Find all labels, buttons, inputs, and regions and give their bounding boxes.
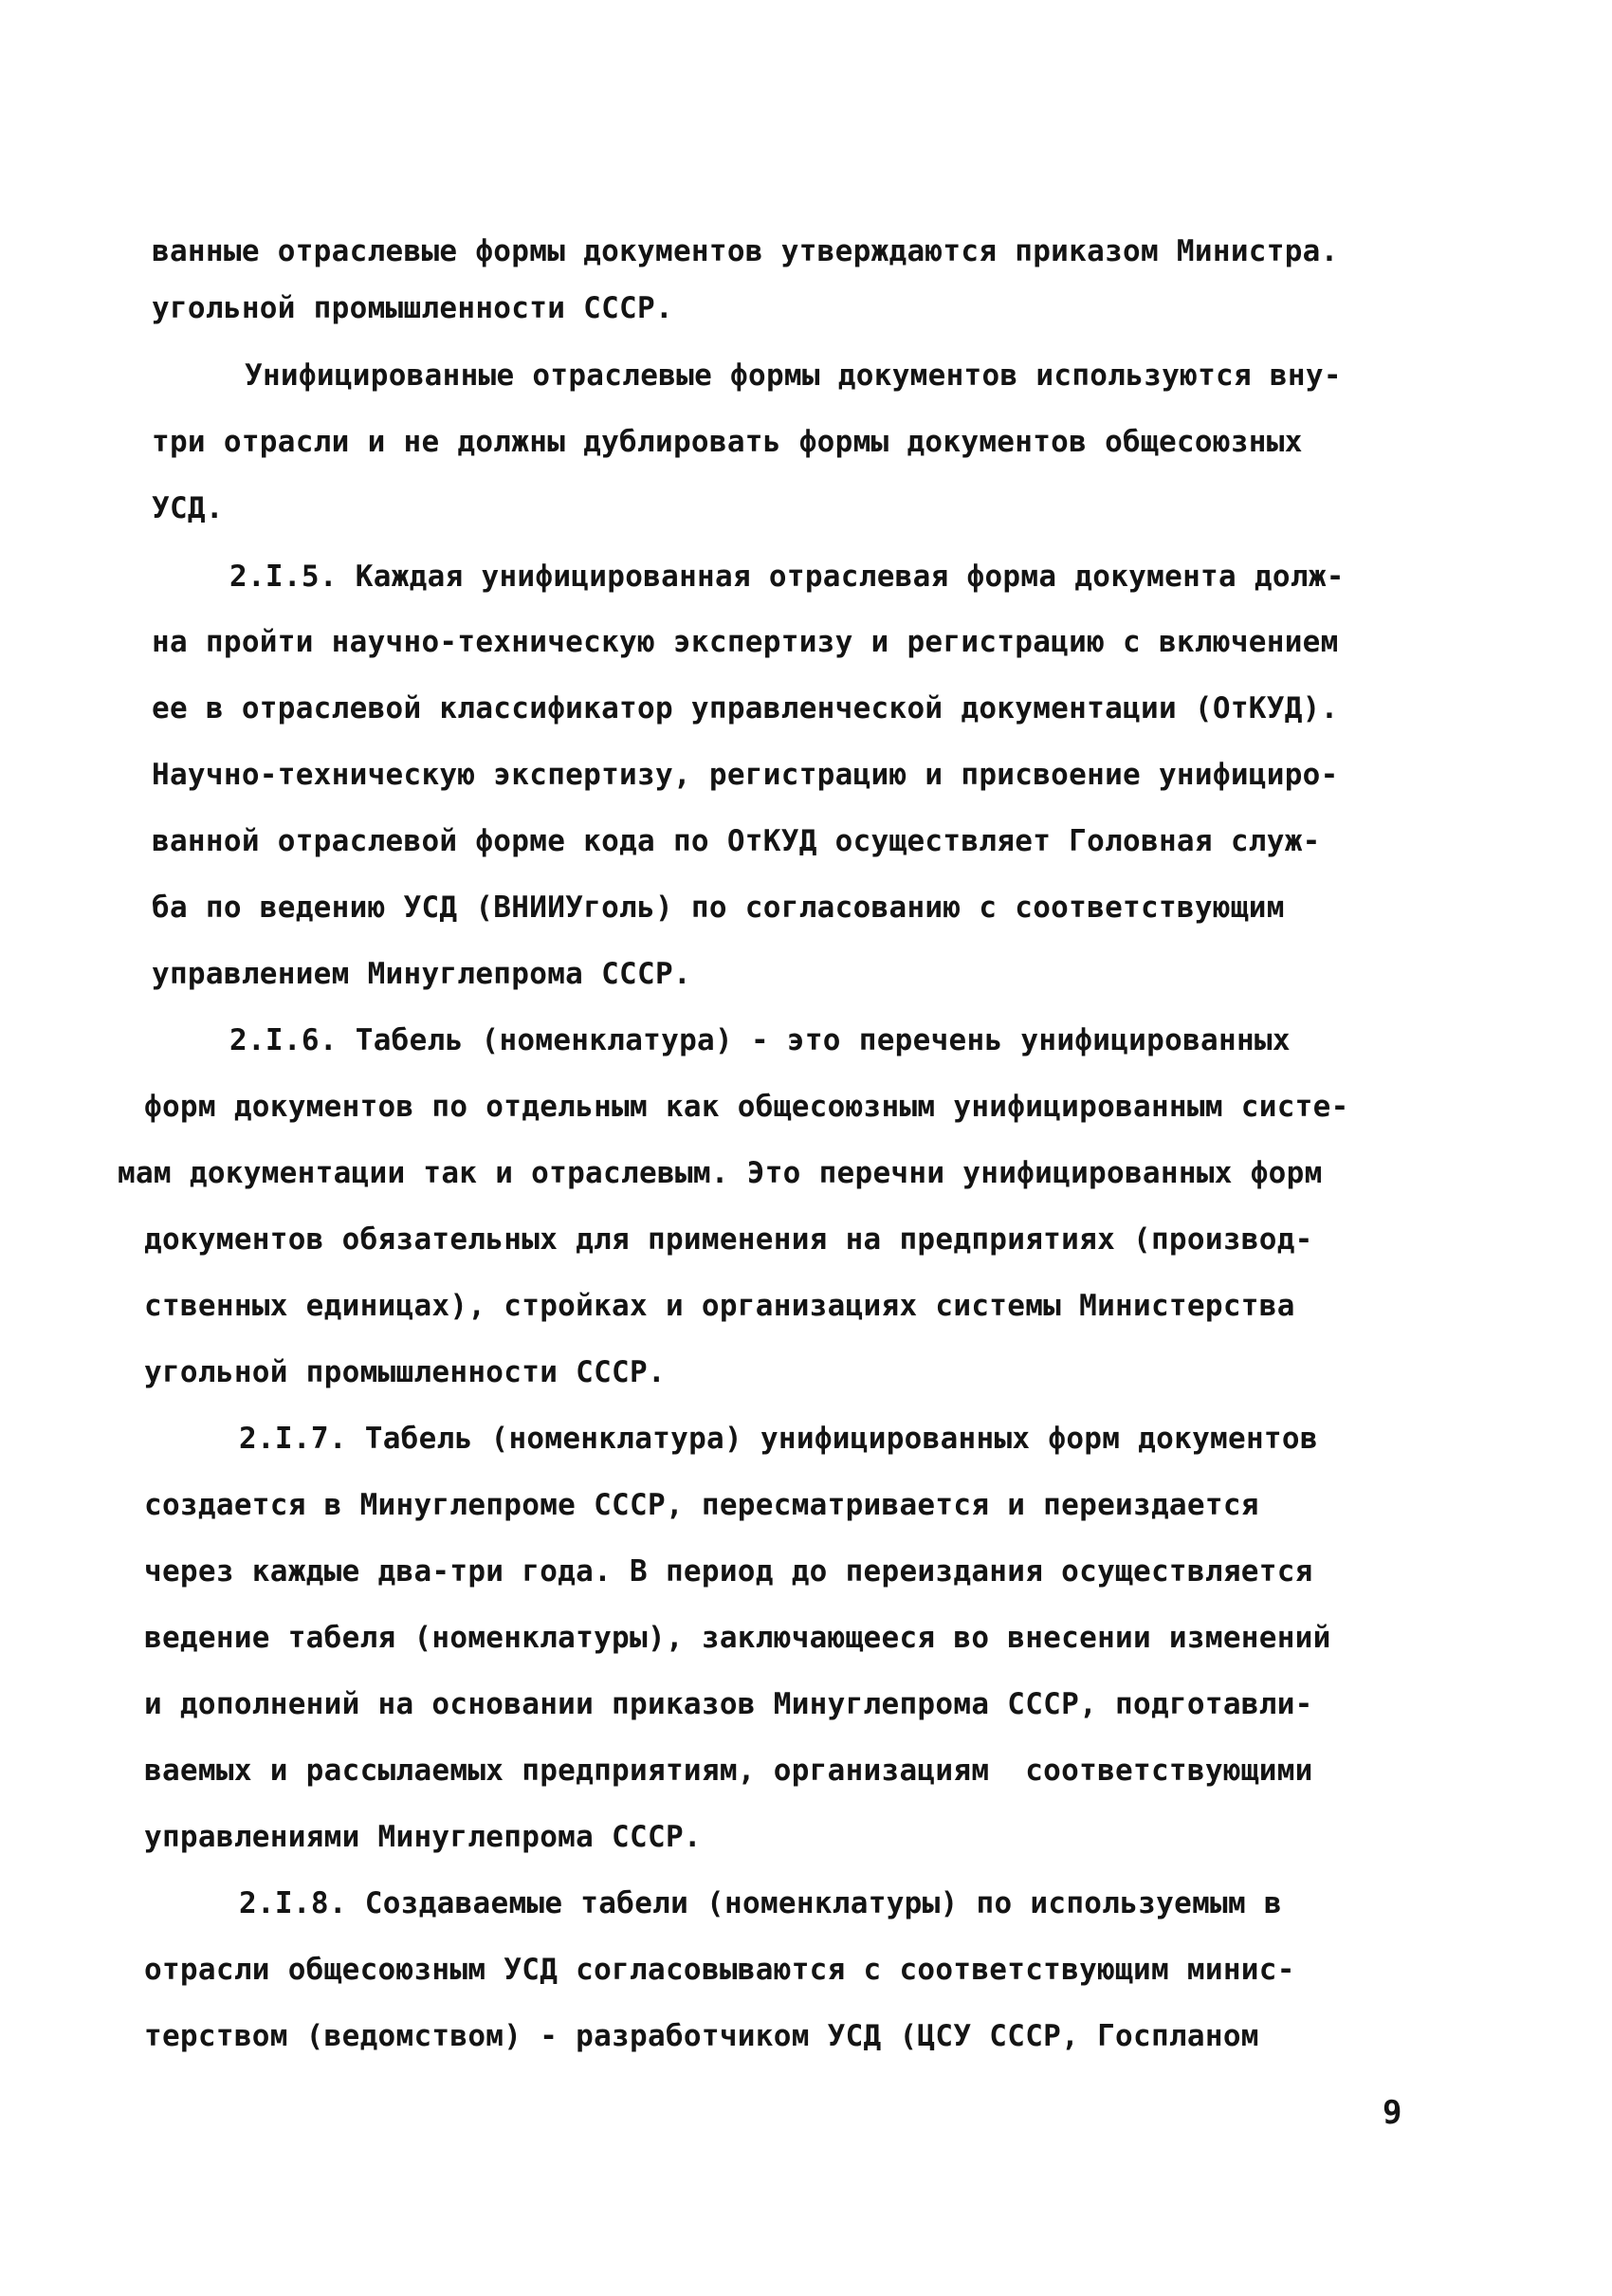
text-line: ба по ведению УСД (ВНИИУголь) по согласованию с соответствующим bbox=[152, 891, 1285, 925]
text-line: создается в Минуглепроме СССР, пересматривается и переиздается bbox=[144, 1488, 1259, 1522]
text-line: на пройти научно-техническую экспертизу и регистрацию с включением bbox=[152, 625, 1339, 659]
text-line: документов обязательных для применения на предприятиях (производ- bbox=[144, 1222, 1313, 1257]
page-number: 9 bbox=[1383, 2094, 1402, 2132]
text-line: ванной отраслевой форме кода по ОтКУД осуществляет Головная служ- bbox=[152, 824, 1321, 858]
text-line: ванные отраслевые формы документов утверждаются приказом Министра. bbox=[152, 234, 1339, 268]
text-line: управлением Минуглепрома СССР. bbox=[152, 957, 691, 991]
paragraph-first-line: Унифицированные отраслевые формы документов используются вну- bbox=[245, 358, 1342, 393]
text-line: Научно-техническую экспертизу, регистрацию и присвоение унифициро- bbox=[152, 758, 1339, 792]
text-line: через каждые два-три года. В период до переиздания осуществляется bbox=[144, 1554, 1313, 1589]
text-line: терством (ведомством) - разработчиком УСД (ЦСУ СССР, Госпланом bbox=[144, 2019, 1259, 2053]
text-line: три отрасли и не должны дублировать формы документов общесоюзных bbox=[152, 425, 1303, 459]
text-line: УСД. bbox=[152, 491, 224, 525]
text-line: ее в отраслевой классификатор управленческой документации (ОтКУД). bbox=[152, 691, 1339, 726]
text-line: угольной промышленности СССР. bbox=[152, 291, 673, 325]
text-line: форм документов по отдельным как общесоюзным унифицированным систе- bbox=[144, 1090, 1349, 1124]
section-2-1-6-heading: 2.I.6. Табель (номенклатура) - это перечень унифицированных bbox=[229, 1023, 1291, 1057]
text-line: и дополнений на основании приказов Минуглепрома СССР, подготавли- bbox=[144, 1687, 1313, 1721]
text-line: управлениями Минуглепрома СССР. bbox=[144, 1820, 702, 1854]
text-line: отрасли общесоюзным УСД согласовываются с соответствующим минис- bbox=[144, 1953, 1295, 1987]
section-2-1-7-heading: 2.I.7. Табель (номенклатура) унифицированных форм документов bbox=[239, 1422, 1318, 1456]
text-line: угольной промышленности СССР. bbox=[144, 1355, 666, 1389]
text-line: ственных единицах), стройках и организациях системы Министерства bbox=[144, 1289, 1295, 1323]
text-line: мам документации так и отраслевым. Это перечни унифицированных форм bbox=[118, 1156, 1323, 1190]
text-line: ведение табеля (номенклатуры), заключающееся во внесении изменений bbox=[144, 1621, 1331, 1655]
text-line: ваемых и рассылаемых предприятиям, организациям соответствующими bbox=[144, 1754, 1313, 1788]
section-2-1-5-heading: 2.I.5. Каждая унифицированная отраслевая форма документа долж- bbox=[229, 560, 1345, 594]
section-2-1-8-heading: 2.I.8. Создаваемые табели (номенклатуры) по используемым в bbox=[239, 1886, 1282, 1920]
